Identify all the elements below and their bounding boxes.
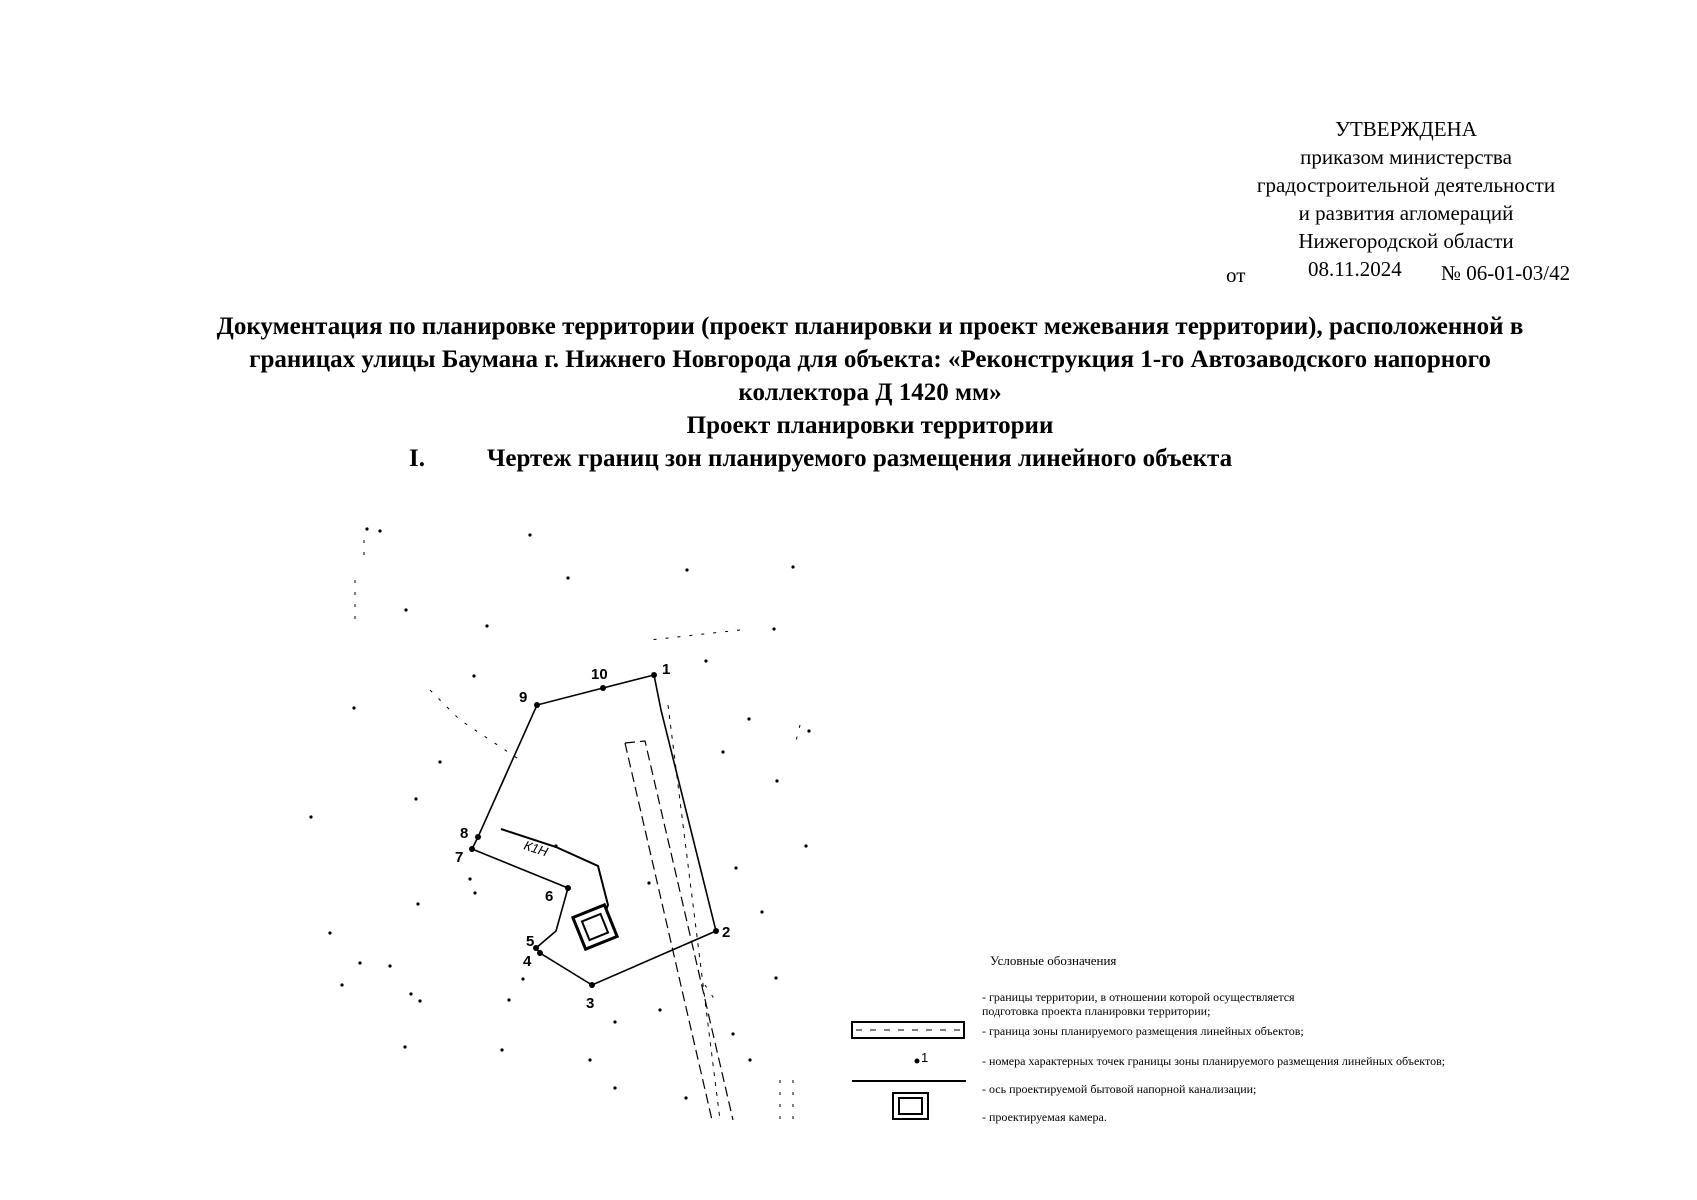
approval-heading: УТВЕРЖДЕНА [1335,117,1477,141]
approval-line: Нижегородской области [1298,229,1514,253]
point-label: 4 [523,953,532,970]
point-label: 6 [545,888,554,905]
approval-line: градостроительной деятельности [1256,173,1556,197]
section-title: Чертеж границ зон планируемого размещения линейного объекта [487,445,1233,472]
pipe-label: К1Н [522,837,550,860]
legend-item: - номера характерных точек границы зоны планируемого размещения линейных объектов; [982,1054,1446,1068]
legend-item: - ось проектируемой бытовой напорной канализации; [982,1082,1257,1096]
legend-item: - граница зоны планируемого размещения линейных объектов; [982,1024,1304,1038]
point-label: 7 [455,849,464,866]
point-label: 3 [586,995,595,1012]
approval-date: 08.11.2024 [1308,257,1402,281]
legend-title: Условные обозначения [990,953,1117,968]
legend-symbols [852,1022,966,1119]
point-label: 5 [526,933,535,950]
legend-sample-point-label: 1 [921,1050,929,1065]
approval-line: и развития агломераций [1298,201,1514,225]
point-label: 8 [460,825,469,842]
point-label: 2 [722,924,731,941]
title-line: Документация по планировке территории (проект планировки и проект межевания территории), расположенной в [216,313,1524,340]
point-label: 1 [662,661,671,678]
subtitle: Проект планировки территории [686,412,1054,439]
approval-number: № 06-01-03/42 [1441,261,1571,285]
point-label: 9 [519,689,528,706]
legend-item: - проектируемая камера. [982,1110,1107,1124]
legend-item: - границы территории, в отношении которой осуществляется подготовка проекта планировки территории; [982,990,1295,1018]
title-line: коллектора Д 1420 мм» [738,379,1002,406]
survey-dots [309,527,810,1099]
section-number: I. [409,445,425,472]
approval-line: приказом министерства [1300,145,1512,169]
title-line: границах улицы Баумана г. Нижнего Новгорода для объекта: «Реконструкция 1-го Автозаводского напорного [249,346,1491,373]
zone-strip [625,705,733,1120]
point-label: 10 [591,666,608,683]
date-prefix: от [1226,263,1246,287]
chamber-icon [573,905,617,949]
